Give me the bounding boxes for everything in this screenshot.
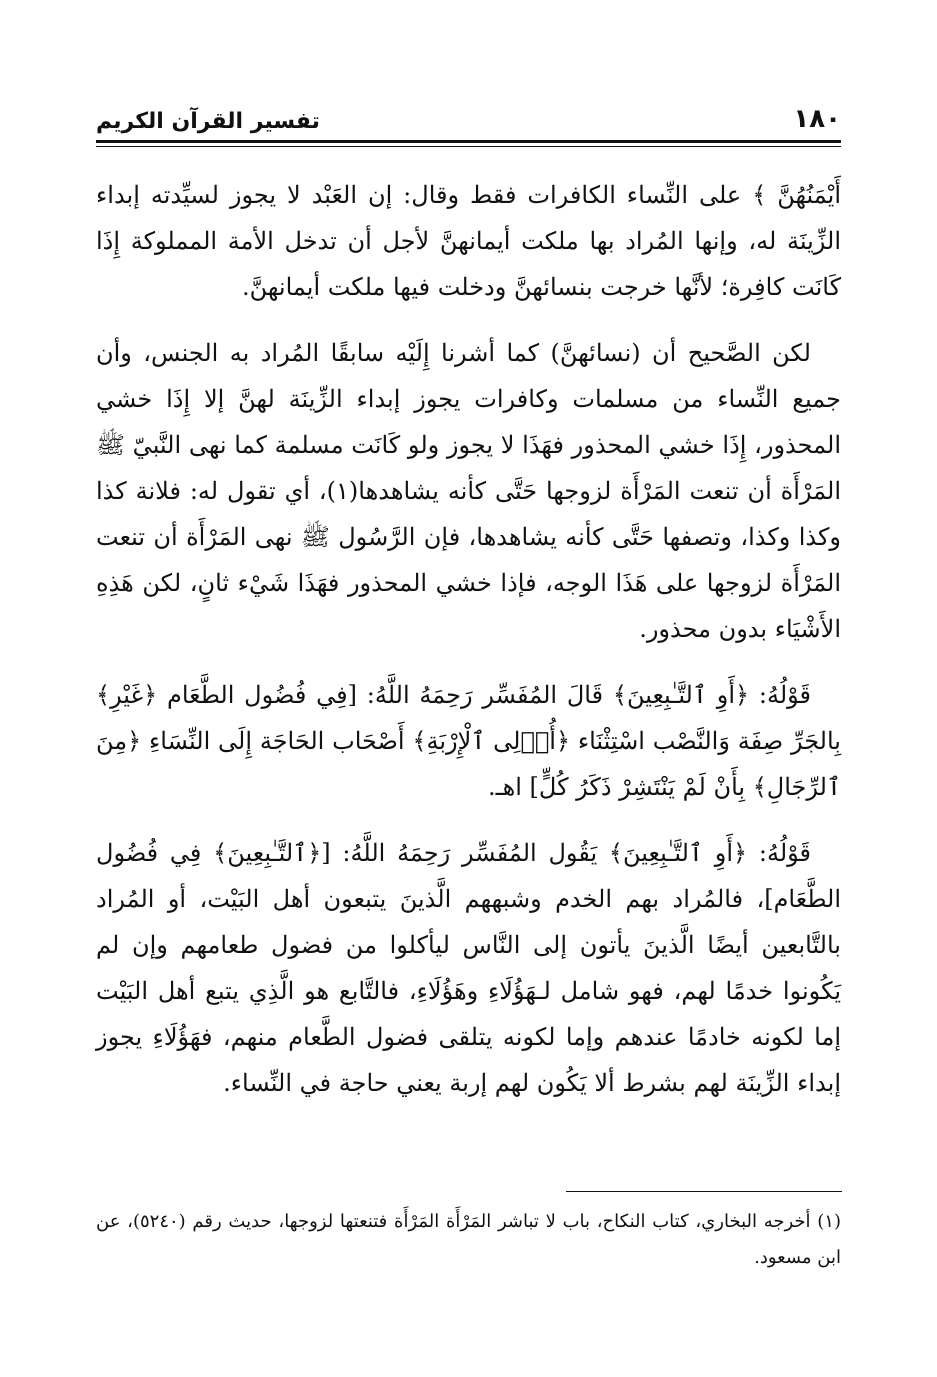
page-number: ١٨٠ (793, 104, 841, 134)
page-header (96, 92, 841, 134)
paragraph: لكن الصَّحيح أن (نسائهنَّ) كما أشرنا إِلَيْه سابقًا المُراد به الجنس، وأن جميع النِّساء من مسلمات وكافرات يجوز إبداء الزِّينَة لهنَّ إلا إِذَا خشي المحذور، إِذَا خشي المحذور فهَذَا لا يجوز ولو كَانَت مسلمة كما نهى النَّبيّ ﷺ المَرْأَة أن تنعت المَرْأَة لزوجها حَتَّى كأنه يشاهدها(١)، أي تقول له: فلانة كذا وكذا وكذا، وتصفها حَتَّى كأنه يشاهدها، فإن الرَّسُول ﷺ نهى المَرْأَة أن تنعت المَرْأَة لزوجها على هَذَا الوجه، فإذا خشي المحذور فهَذَا شَيْء ثانٍ، لكن هَذِهِ الأَشْيَاء بدون محذور. (96, 339, 841, 643)
running-title: تفسير القرآن الكريم (96, 109, 320, 134)
footnote-divider (566, 1191, 842, 1192)
paragraph: قَوْلُهُ: ﴿أَوِ ٱلتَّـٰبِعِينَ﴾ يَقُول المُفَسِّر رَحِمَهُ اللَّهُ: [﴿ٱلتَّـٰبِعِينَ﴾ فِي فُضُول الطَّعَام]، فالمُراد بهم الخدم وشبههم الَّذينَ يتبعون أهل البَيْت، أو المُراد بالتَّابعين أيضًا الَّذينَ يأتون إلى النَّاس ليأكلوا من فضول طعامهم وإن لم يَكُونوا خدمًا لهم، فهو شامل لـهَؤُلَاءِ وهَؤُلَاءِ، فالتَّابع هو الَّذِي يتبع أهل البَيْت إما لكونه خادمًا عندهم وإما لكونه يتلقى فضول الطَّعام منهم، فهَؤُلَاءِ يجوز إبداء الزِّينَة لهم بشرط ألا يَكُون لهم إربة يعني حاجة في النِّساء. (96, 839, 841, 1097)
footnote: (١) أخرجه البخاري، كتاب النكاح، باب لا تباشر المَرْأَة المَرْأَة فتنعتها لزوجها، حديث رقم (٥٢٤٠)، عن ابن مسعود. (96, 1211, 841, 1268)
main-text (96, 172, 841, 1126)
header-divider (96, 140, 841, 147)
paragraph: قَوْلُهُ: ﴿أَوِ ٱلتَّـٰبِعِينَ﴾ قَالَ المُفَسِّر رَحِمَهُ اللَّهُ: [فِي فُضُول الطَّعَام ﴿غَيْرِ﴾ بِالجَرِّ صِفَة وَالنَّصْب اسْتِثْنَاء ﴿أُو۟لِى ٱلْإِرْبَةِ﴾ أَصْحَاب الحَاجَة إِلَى النِّسَاءِ ﴿مِنَ ٱلرِّجَالِ﴾ بِأَنْ لَمْ يَنْتَشِرْ ذَكَرُ كُلٍّ] اهـ. (96, 681, 841, 801)
footnotes (96, 1204, 841, 1276)
paragraph: أَيْمَنُهُنَّ ﴾ على النِّساء الكافرات فقط وقال: إن العَبْد لا يجوز لسيِّدته إبداء الزِّينَة له، وإنها المُراد بها ملكت أيمانهنَّ لأجل أن تدخل الأمة المملوكة إِذَا كَانَت كافِرة؛ لأنَّها خرجت بنسائهنَّ ودخلت فيها ملكت أيمانهنَّ. (96, 181, 841, 301)
